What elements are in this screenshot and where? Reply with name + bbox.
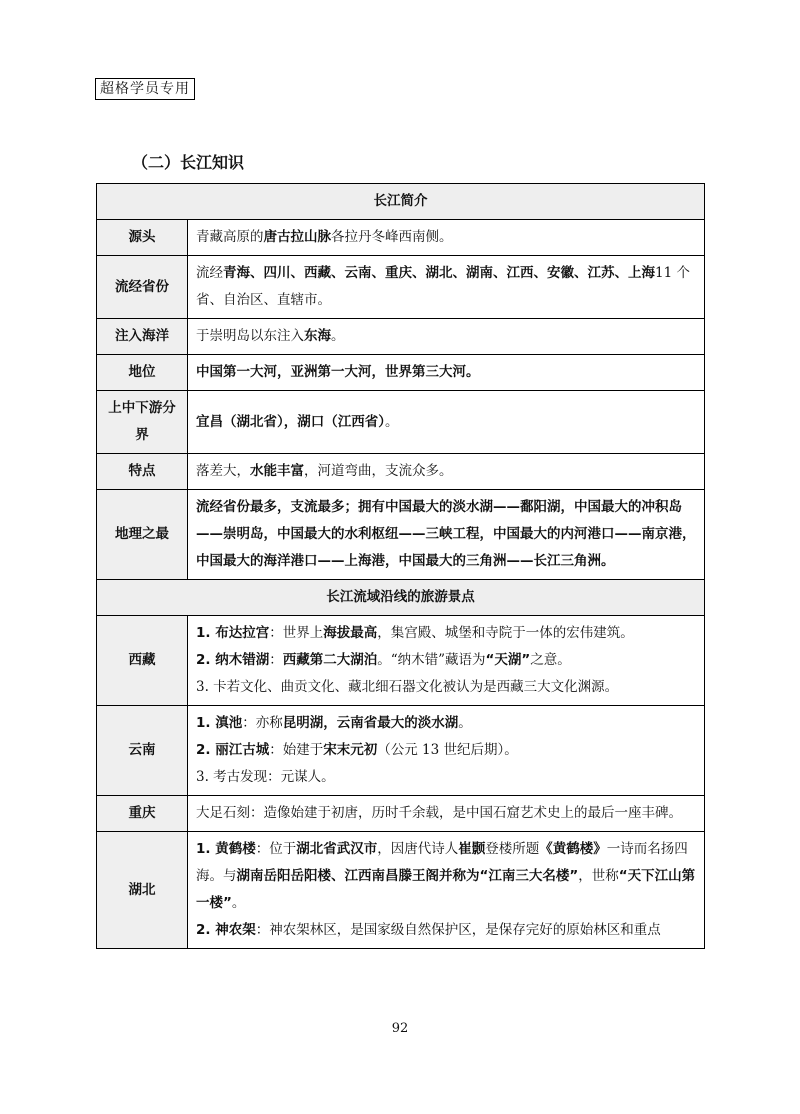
row-value-source: 青藏高原的唐古拉山脉各拉丹冬峰西南侧。 bbox=[188, 220, 705, 256]
row-label-chongqing: 重庆 bbox=[97, 796, 188, 832]
table-row bbox=[97, 355, 705, 391]
table-row bbox=[97, 220, 705, 256]
table-row bbox=[97, 490, 705, 580]
list-item: 3. 卡若文化、曲贡文化、藏北细石器文化被认为是西藏三大文化渊源。 bbox=[196, 679, 619, 695]
list-item: 2. 纳木错湖：西藏第二大湖泊。“纳木错”藏语为“天湖”之意。 bbox=[196, 652, 571, 668]
row-value-chongqing: 大足石刻：造像始建于初唐，历时千余载，是中国石窟艺术史上的最后一座丰碑。 bbox=[188, 796, 705, 832]
list-item: 2. 神农架：神农架林区，是国家级自然保护区，是保存完好的原始林区和重点 bbox=[196, 922, 661, 938]
row-label-features: 特点 bbox=[97, 454, 188, 490]
row-value-records: 流经省份最多，支流最多；拥有中国最大的淡水湖——鄱阳湖，中国最大的冲积岛——崇明岛，中国最大的水利枢纽——三峡工程，中国最大的内河港口——南京港，中国最大的海洋港口——上海港，中国最大的三角洲——长江三角洲。 bbox=[188, 490, 705, 580]
section-title: （二）长江知识 bbox=[132, 153, 245, 172]
row-value-divisions: 宜昌（湖北省），湖口（江西省）。 bbox=[188, 391, 705, 454]
list-item: 1. 布达拉宫：世界上海拔最高，集宫殿、城堡和寺院于一体的宏伟建筑。 bbox=[196, 625, 634, 641]
row-label-ocean: 注入海洋 bbox=[97, 319, 188, 355]
row-value-ocean: 于崇明岛以东注入东海。 bbox=[188, 319, 705, 355]
row-label-hubei: 湖北 bbox=[97, 832, 188, 949]
row-label-records: 地理之最 bbox=[97, 490, 188, 580]
intro-heading: 长江简介 bbox=[97, 184, 705, 220]
row-label-divisions: 上中下游分界 bbox=[97, 391, 188, 454]
row-value-tibet bbox=[188, 616, 705, 706]
table-heading-row bbox=[97, 580, 705, 616]
table-row bbox=[97, 256, 705, 319]
table-row bbox=[97, 391, 705, 454]
row-value-yunnan bbox=[188, 706, 705, 796]
table-row bbox=[97, 832, 705, 949]
row-label-tibet: 西藏 bbox=[97, 616, 188, 706]
list-item: 3. 考古发现：元谋人。 bbox=[196, 769, 335, 785]
page-number: 92 bbox=[391, 1021, 409, 1036]
list-item: 1. 滇池：亦称昆明湖，云南省最大的淡水湖。 bbox=[196, 715, 472, 731]
table-row bbox=[97, 616, 705, 706]
table-heading-row bbox=[97, 184, 705, 220]
row-value-status: 中国第一大河，亚洲第一大河，世界第三大河。 bbox=[188, 355, 705, 391]
list-item: 1. 黄鹤楼：位于湖北省武汉市，因唐代诗人崔颢登楼所题《黄鹤楼》一诗而名扬四海。与湖南岳阳岳阳楼、江西南昌滕王阁并称为“江南三大名楼”，世称“天下江山第一楼”。 bbox=[196, 841, 696, 911]
list-item: 2. 丽江古城：始建于宋末元初（公元 13 世纪后期）。 bbox=[196, 742, 518, 758]
row-label-yunnan: 云南 bbox=[97, 706, 188, 796]
row-label-source: 源头 bbox=[97, 220, 188, 256]
row-value-provinces: 流经青海、四川、西藏、云南、重庆、湖北、湖南、江西、安徽、江苏、上海11 个省、自治区、直辖市。 bbox=[188, 256, 705, 319]
table-row bbox=[97, 796, 705, 832]
row-value-hubei bbox=[188, 832, 705, 949]
row-label-provinces: 流经省份 bbox=[97, 256, 188, 319]
table-row bbox=[97, 319, 705, 355]
row-value-features: 落差大，水能丰富，河道弯曲，支流众多。 bbox=[188, 454, 705, 490]
table-row bbox=[97, 454, 705, 490]
table-row bbox=[97, 706, 705, 796]
row-label-status: 地位 bbox=[97, 355, 188, 391]
yangtze-knowledge-table bbox=[96, 183, 705, 949]
tourism-heading: 长江流域沿线的旅游景点 bbox=[97, 580, 705, 616]
usage-stamp: 超格学员专用 bbox=[95, 78, 195, 100]
